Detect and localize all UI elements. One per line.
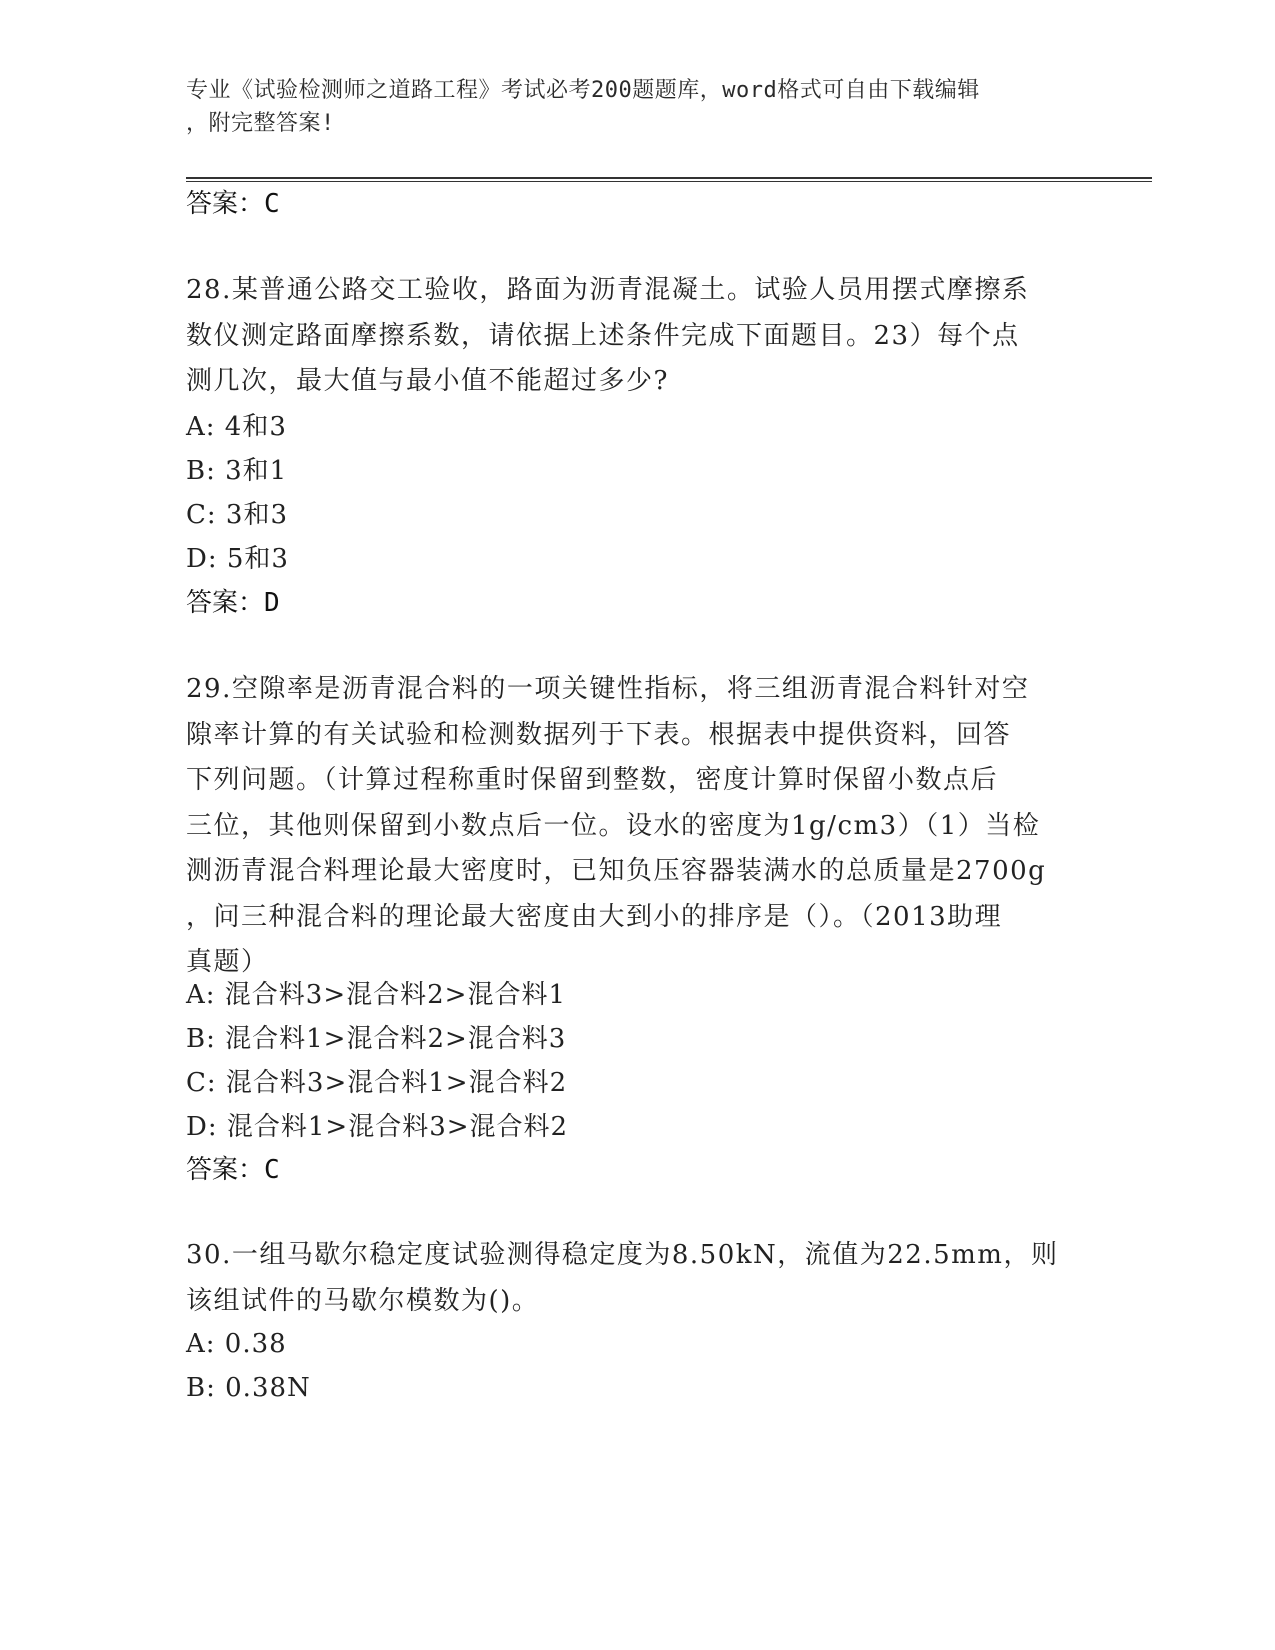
question-29-line: ，问三种混合料的理论最大密度由大到小的排序是（）。（2013助理 — [186, 901, 1003, 932]
question-29-answer: 答案：C — [186, 1155, 280, 1185]
answer-previous: 答案：C — [186, 189, 280, 219]
header-divider-thick — [186, 177, 1152, 179]
question-28-line: 数仪测定路面摩擦系数，请依据上述条件完成下面题目。23）每个点 — [186, 320, 1020, 351]
question-28-option-a: A: 4和3 — [186, 412, 287, 442]
header-title-line-1: 专业《试验检测师之道路工程》考试必考200题题库，word格式可自由下载编辑 — [186, 78, 980, 103]
question-29-option-c: C: 混合料3>混合料1>混合料2 — [186, 1068, 568, 1098]
question-28-line: 测几次，最大值与最小值不能超过多少? — [186, 366, 669, 396]
question-29-line: 下列问题。（计算过程称重时保留到整数，密度计算时保留小数点后 — [186, 765, 999, 795]
question-29-option-d: D: 混合料1>混合料3>混合料2 — [186, 1112, 569, 1142]
question-30-option-a: A: 0.38 — [186, 1329, 287, 1359]
question-29-line: 29.空隙率是沥青混合料的一项关键性指标，将三组沥青混合料针对空 — [186, 674, 1030, 704]
question-29-line: 三位，其他则保留到小数点后一位。设水的密度为1g/cm3）（1）当检 — [186, 810, 1041, 841]
question-29-option-a: A: 混合料3>混合料2>混合料1 — [186, 980, 566, 1010]
question-29-line: 真题） — [186, 947, 269, 977]
question-29-text — [186, 667, 1086, 986]
question-29-option-b: B: 混合料1>混合料2>混合料3 — [186, 1024, 567, 1054]
question-28-option-c: C: 3和3 — [186, 500, 289, 530]
question-30-option-b: B: 0.38N — [186, 1373, 311, 1403]
header-title-line-2: ，附完整答案! — [186, 111, 335, 136]
question-28-option-d: D: 5和3 — [186, 544, 289, 574]
question-28-option-b: B: 3和1 — [186, 456, 288, 486]
question-29-line: 测沥青混合料理论最大密度时，已知负压容器装满水的总质量是2700g — [186, 856, 1047, 886]
question-28-line: 28.某普通公路交工验收，路面为沥青混凝土。试验人员用摆式摩擦系 — [186, 275, 1030, 305]
header-divider-thin — [186, 181, 1152, 182]
question-29-line: 隙率计算的有关试验和检测数据列于下表。根据表中提供资料，回答 — [186, 719, 1012, 750]
question-30-text — [186, 1233, 1086, 1324]
question-28-answer: 答案：D — [186, 588, 280, 618]
question-30-line: 30.一组马歇尔稳定度试验测得稳定度为8.50kN，流值为22.5mm，则 — [186, 1240, 1059, 1270]
question-28-text — [186, 268, 1086, 405]
page-header — [186, 74, 1066, 140]
question-30-line: 该组试件的马歇尔模数为()。 — [186, 1285, 540, 1316]
